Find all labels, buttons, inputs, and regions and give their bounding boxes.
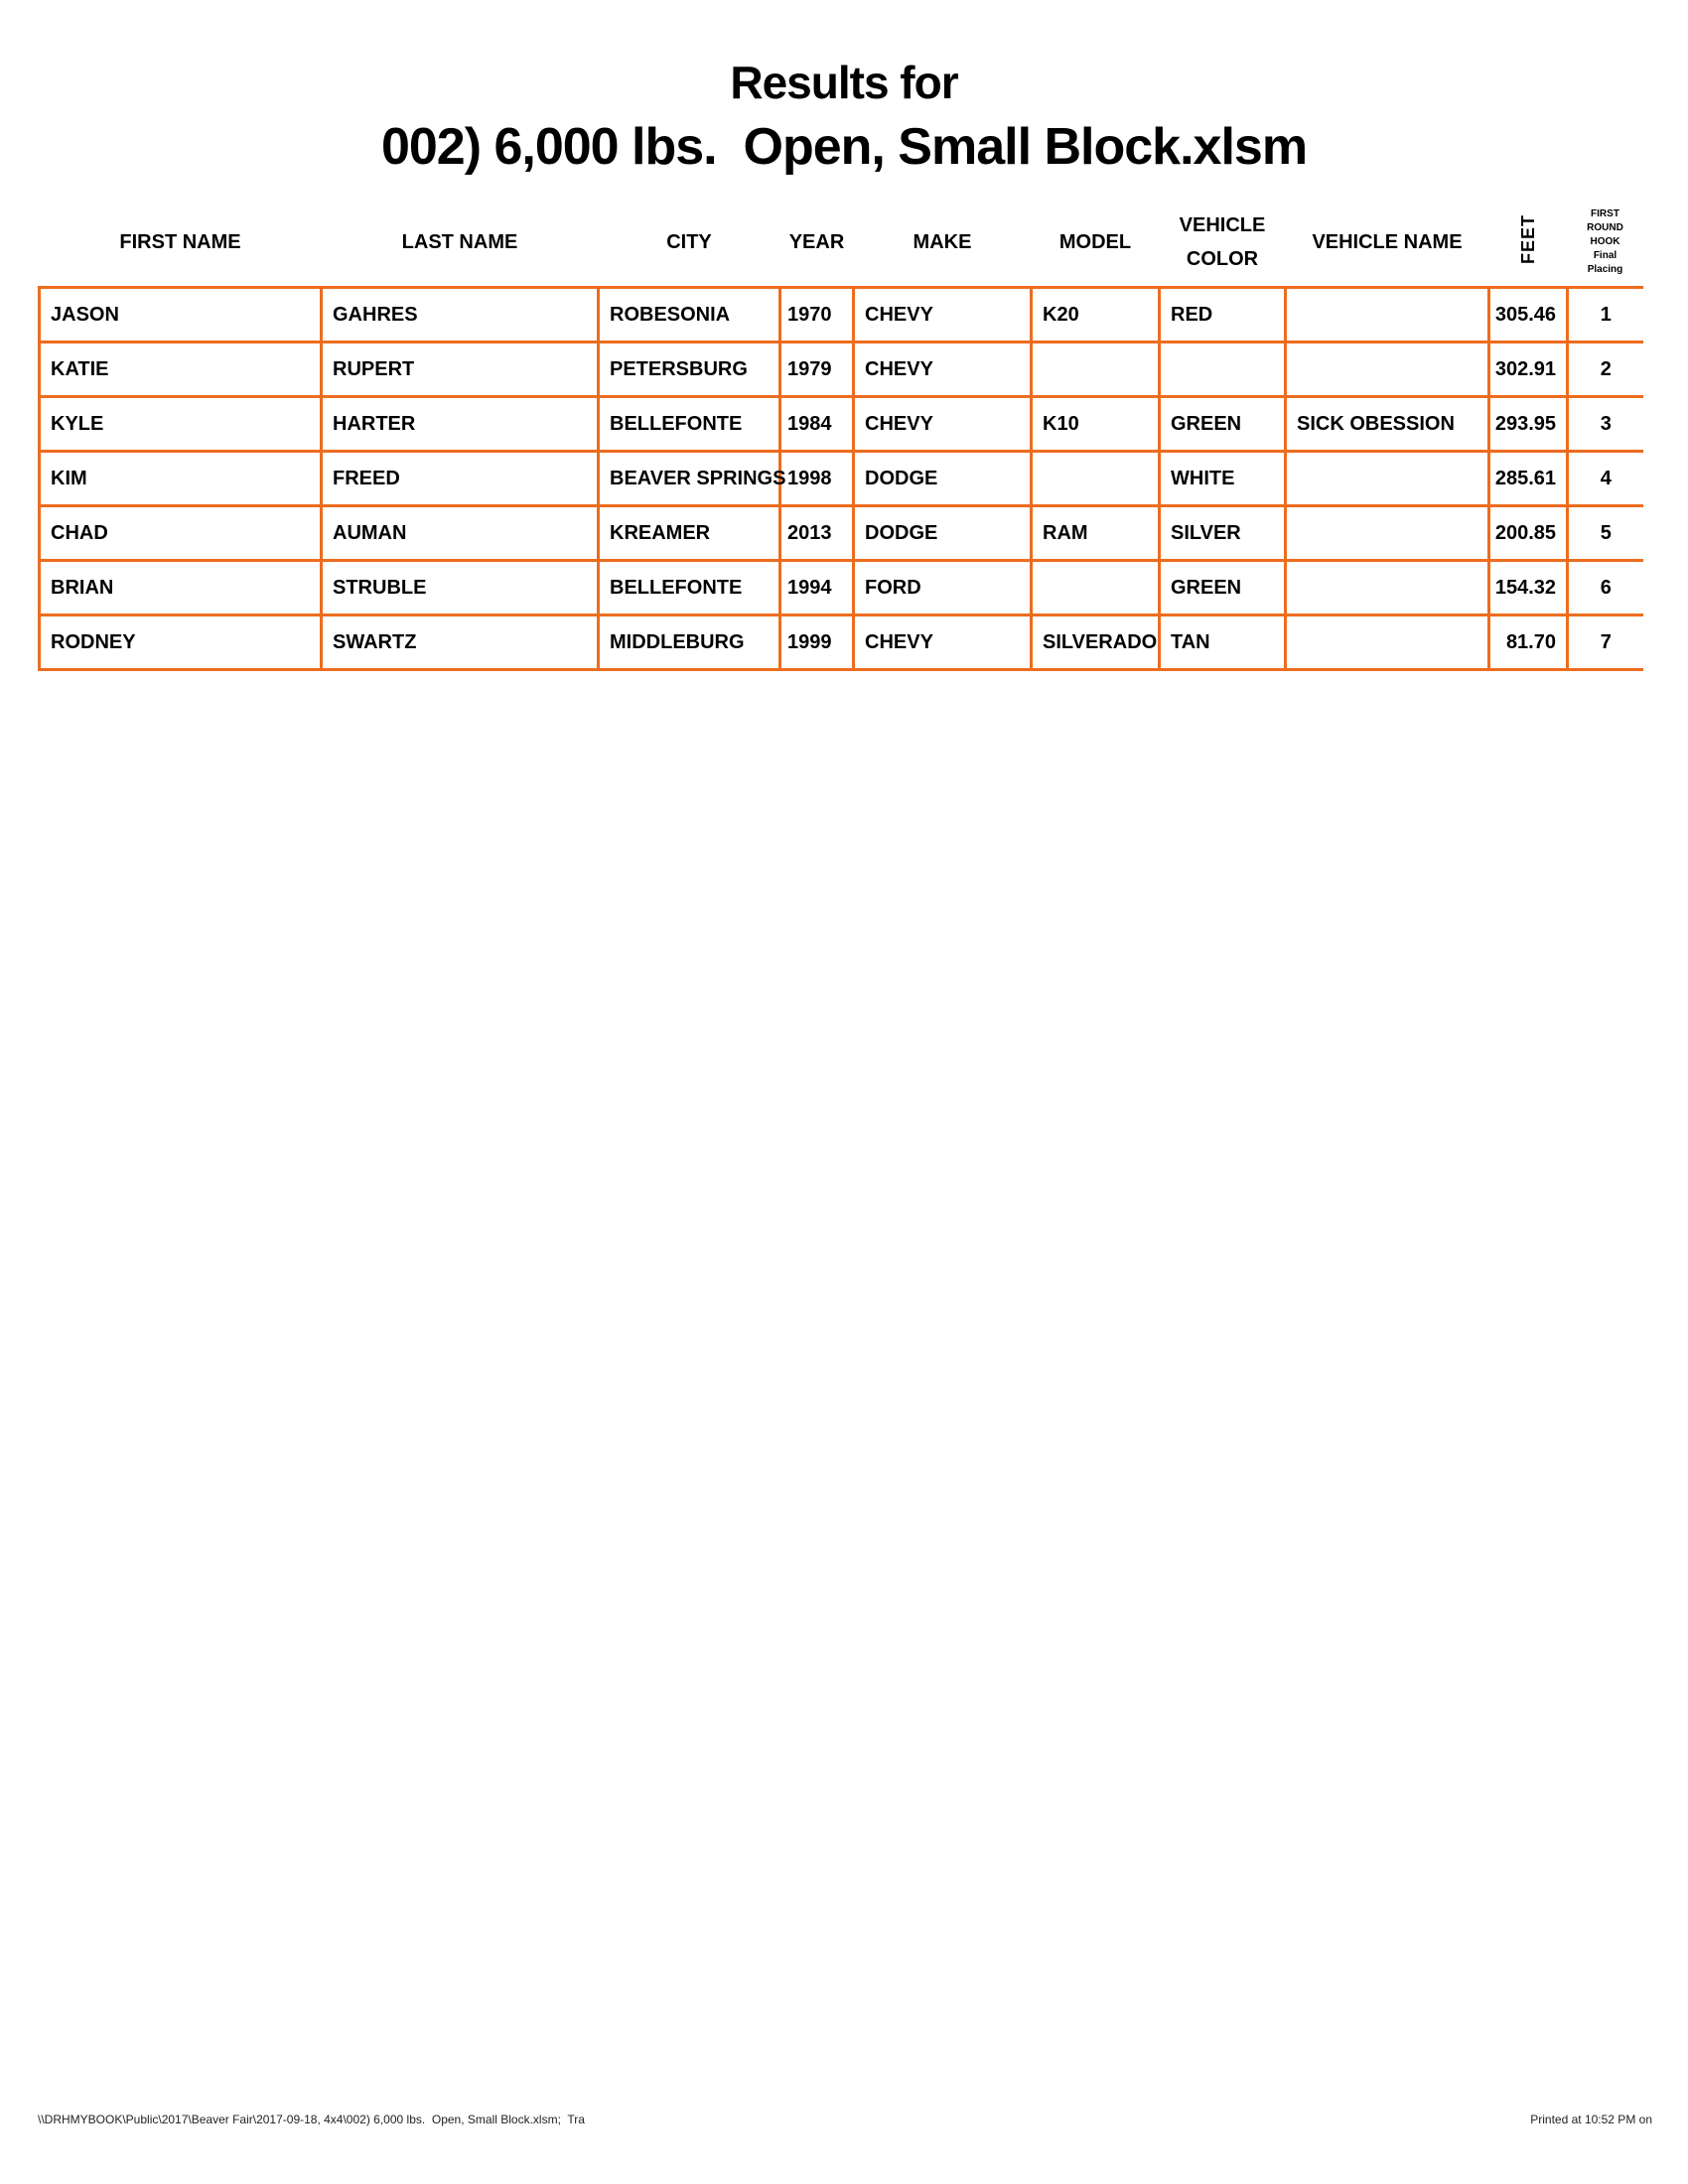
cell-first-name: KYLE xyxy=(40,397,322,452)
results-table-body xyxy=(40,288,1643,670)
cell-vehicle-name xyxy=(1286,288,1489,342)
cell-year: 1994 xyxy=(780,561,854,615)
header-vehicle-name: VEHICLE NAME xyxy=(1312,230,1463,253)
cell-placing: 4 xyxy=(1568,452,1643,506)
table-row xyxy=(40,506,1643,561)
cell-vehicle-name xyxy=(1286,452,1489,506)
cell-year: 1979 xyxy=(780,342,854,397)
footer-printed-at: Printed at 10:52 PM on xyxy=(1530,2113,1652,2126)
cell-make: DODGE xyxy=(854,452,1032,506)
cell-last-name: HARTER xyxy=(322,397,599,452)
header-placing-line2: ROUND xyxy=(1587,222,1623,233)
header-placing-line1: FIRST xyxy=(1591,208,1619,219)
cell-vehicle-name xyxy=(1286,561,1489,615)
cell-year: 1999 xyxy=(780,615,854,670)
cell-last-name: RUPERT xyxy=(322,342,599,397)
cell-make: CHEVY xyxy=(854,342,1032,397)
header-row xyxy=(40,199,1643,288)
results-table-header xyxy=(40,199,1643,288)
header-feet xyxy=(1489,199,1568,288)
cell-city: KREAMER xyxy=(599,506,780,561)
cell-make: CHEVY xyxy=(854,615,1032,670)
cell-vehicle-name: SICK OBESSION xyxy=(1286,397,1489,452)
header-model: MODEL xyxy=(1058,230,1132,253)
header-vehicle-color xyxy=(1160,199,1286,288)
cell-feet: 154.32 xyxy=(1489,561,1568,615)
header-make: MAKE xyxy=(913,230,972,253)
cell-model xyxy=(1032,452,1160,506)
header-placing-line3: HOOK xyxy=(1590,236,1620,247)
cell-model: RAM xyxy=(1032,506,1160,561)
cell-model: K10 xyxy=(1032,397,1160,452)
cell-last-name: SWARTZ xyxy=(322,615,599,670)
header-placing-line5: Placing xyxy=(1587,264,1623,275)
results-table xyxy=(38,199,1643,671)
cell-vehicle-color: WHITE xyxy=(1160,452,1286,506)
cell-model: K20 xyxy=(1032,288,1160,342)
cell-feet: 305.46 xyxy=(1489,288,1568,342)
cell-city: MIDDLEBURG xyxy=(599,615,780,670)
table-row xyxy=(40,615,1643,670)
report-subtitle: 002) 6,000 lbs. Open, Small Block.xlsm xyxy=(380,118,1308,176)
cell-vehicle-color: GREEN xyxy=(1160,397,1286,452)
header-vehicle-color-line1: VEHICLE xyxy=(1179,214,1266,236)
cell-make: DODGE xyxy=(854,506,1032,561)
cell-make: CHEVY xyxy=(854,288,1032,342)
cell-model xyxy=(1032,342,1160,397)
table-row xyxy=(40,342,1643,397)
table-row xyxy=(40,288,1643,342)
cell-city: BEAVER SPRINGS xyxy=(599,452,780,506)
cell-feet: 200.85 xyxy=(1489,506,1568,561)
cell-first-name: CHAD xyxy=(40,506,322,561)
cell-year: 1970 xyxy=(780,288,854,342)
cell-placing: 2 xyxy=(1568,342,1643,397)
cell-feet: 81.70 xyxy=(1489,615,1568,670)
header-feet-label: FEET xyxy=(1517,213,1538,264)
cell-first-name: JASON xyxy=(40,288,322,342)
cell-city: BELLEFONTE xyxy=(599,397,780,452)
cell-city: PETERSBURG xyxy=(599,342,780,397)
cell-model: SILVERADO xyxy=(1032,615,1160,670)
table-row xyxy=(40,397,1643,452)
cell-year: 1984 xyxy=(780,397,854,452)
report-title: Results for xyxy=(730,57,958,108)
cell-model xyxy=(1032,561,1160,615)
cell-placing: 3 xyxy=(1568,397,1643,452)
cell-first-name: RODNEY xyxy=(40,615,322,670)
header-vehicle-color-line2: COLOR xyxy=(1186,248,1259,270)
cell-last-name: AUMAN xyxy=(322,506,599,561)
cell-vehicle-color xyxy=(1160,342,1286,397)
cell-placing: 1 xyxy=(1568,288,1643,342)
cell-feet: 302.91 xyxy=(1489,342,1568,397)
cell-first-name: KATIE xyxy=(40,342,322,397)
header-last-name: LAST NAME xyxy=(401,230,518,253)
cell-placing: 6 xyxy=(1568,561,1643,615)
cell-year: 1998 xyxy=(780,452,854,506)
cell-vehicle-color: SILVER xyxy=(1160,506,1286,561)
cell-last-name: STRUBLE xyxy=(322,561,599,615)
cell-make: FORD xyxy=(854,561,1032,615)
cell-first-name: BRIAN xyxy=(40,561,322,615)
cell-year: 2013 xyxy=(780,506,854,561)
header-year: YEAR xyxy=(788,230,845,253)
table-row xyxy=(40,561,1643,615)
cell-vehicle-name xyxy=(1286,615,1489,670)
cell-feet: 285.61 xyxy=(1489,452,1568,506)
cell-last-name: GAHRES xyxy=(322,288,599,342)
header-placing xyxy=(1568,199,1643,288)
cell-vehicle-color: RED xyxy=(1160,288,1286,342)
header-placing-line4: Final xyxy=(1593,250,1618,261)
cell-first-name: KIM xyxy=(40,452,322,506)
cell-city: BELLEFONTE xyxy=(599,561,780,615)
cell-vehicle-color: GREEN xyxy=(1160,561,1286,615)
cell-last-name: FREED xyxy=(322,452,599,506)
header-city: CITY xyxy=(666,230,712,253)
cell-placing: 7 xyxy=(1568,615,1643,670)
cell-city: ROBESONIA xyxy=(599,288,780,342)
cell-placing: 5 xyxy=(1568,506,1643,561)
cell-feet: 293.95 xyxy=(1489,397,1568,452)
footer-file-path: \\DRHMYBOOK\Public\2017\Beaver Fair\2017-09-18, 4x4\002) 6,000 lbs. Open, Small Block.xlsm; Tra xyxy=(38,2113,585,2126)
header-first-name: FIRST NAME xyxy=(119,230,241,253)
cell-vehicle-color: TAN xyxy=(1160,615,1286,670)
cell-vehicle-name xyxy=(1286,342,1489,397)
cell-vehicle-name xyxy=(1286,506,1489,561)
table-row xyxy=(40,452,1643,506)
cell-make: CHEVY xyxy=(854,397,1032,452)
